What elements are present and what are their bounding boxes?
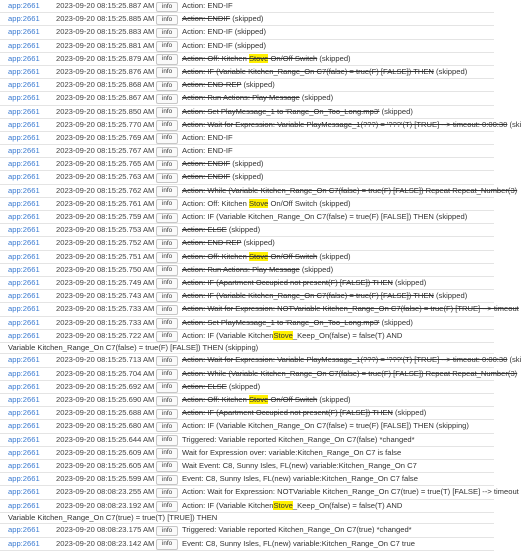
log-message <box>182 40 266 52</box>
log-row <box>0 0 494 13</box>
log-row <box>0 79 494 92</box>
log-level-badge: info <box>156 213 178 224</box>
app-source-link[interactable]: app:2661 <box>8 159 40 169</box>
message-text: Action: IF (Variable Kitchen <box>182 330 274 340</box>
log-message <box>182 13 263 25</box>
log-row <box>0 185 518 198</box>
log-level-badge: info <box>156 120 178 131</box>
log-message <box>182 119 521 131</box>
message-text: Action: While (Variable Kitchen_Range_On C7(false) = true(F) [FALSE]) Repeat Repeat_Number(3) <box>182 368 518 378</box>
log-row <box>0 303 519 316</box>
message-text: (skipped) <box>226 225 261 235</box>
log-timestamp: 2023-09-20 08:15:25.713 AM <box>56 355 155 365</box>
log-level-badge: info <box>156 305 178 316</box>
log-row <box>0 538 494 551</box>
log-row <box>0 447 494 460</box>
log-level-badge: info <box>156 107 178 118</box>
highlighted-term: Stove <box>248 198 269 208</box>
log-timestamp: 2023-09-20 08:15:25.743 AM <box>56 291 155 301</box>
log-message <box>182 106 413 118</box>
log-timestamp: 2023-09-20 08:15:25.753 AM <box>56 225 155 235</box>
app-source-link[interactable]: app:2661 <box>8 395 40 405</box>
message-text: On/Off Switch <box>268 251 318 261</box>
message-text: Variable Kitchen_Range_On C7(false) = true(F) [FALSE]) THEN (skipping) <box>8 342 259 352</box>
log-row <box>0 251 494 264</box>
log-timestamp: 2023-09-20 08:08:23.192 AM <box>56 500 155 510</box>
message-text: Action: Wait for Expression: Variable PlayMessage_1(???) = '???'(T) [TRUE] --> timeout: 0:00:30 <box>182 119 508 129</box>
log-row <box>0 434 494 447</box>
log-message <box>182 251 351 263</box>
app-source-link[interactable]: app:2661 <box>8 53 40 63</box>
message-text: Event: C8, Sunny Isles, FL(new) variable:Kitchen_Range_On C7 false <box>182 474 418 484</box>
log-level-badge: info <box>156 67 178 78</box>
log-message <box>182 330 402 342</box>
app-source-link[interactable]: app:2661 <box>8 381 40 391</box>
log-timestamp: 2023-09-20 08:15:25.605 AM <box>56 460 155 470</box>
log-level-badge: info <box>156 28 178 39</box>
message-text: Action: Wait for Expression: Variable PlayMessage_1(???) = '???'(T) [TRUE] --> timeout: 0:00:30 <box>182 355 508 365</box>
message-text: Action: Off: Kitchen <box>182 395 249 405</box>
log-timestamp: 2023-09-20 08:15:25.690 AM <box>56 395 155 405</box>
log-row <box>0 500 494 513</box>
message-text: Action: IF (Apartment Occupied not present(F) [FALSE]) THEN <box>182 277 393 287</box>
message-text: (skipped) <box>241 238 275 248</box>
app-source-link[interactable]: app:2661 <box>8 264 40 274</box>
log-timestamp: 2023-09-20 08:15:25.883 AM <box>56 27 155 37</box>
log-level-badge: info <box>156 409 178 420</box>
message-text: (skipped) <box>392 277 427 287</box>
message-text: On/Off Switch (skipped) <box>268 198 351 208</box>
log-level-badge: info <box>156 160 178 171</box>
log-timestamp: 2023-09-20 08:08:23.175 AM <box>56 525 155 535</box>
log-timestamp: 2023-09-20 08:15:25.704 AM <box>56 368 155 378</box>
log-level-badge: info <box>156 382 178 393</box>
log-timestamp: 2023-09-20 08:15:25.759 AM <box>56 212 155 221</box>
log-row <box>0 119 521 132</box>
log-level-badge: info <box>156 369 178 380</box>
app-source-link[interactable]: app:2661 <box>8 14 40 24</box>
log-timestamp: 2023-09-20 08:15:25.751 AM <box>56 251 155 261</box>
log-message <box>182 264 333 276</box>
log-row <box>0 211 494 224</box>
log-timestamp: 2023-09-20 08:15:25.752 AM <box>56 238 155 248</box>
log-message <box>182 303 519 315</box>
log-message <box>182 407 426 419</box>
log-row <box>0 145 494 158</box>
message-text: Wait Event: C8, Sunny Isles, FL(new) variable:Kitchen_Range_On C7 <box>182 460 417 470</box>
app-source-link[interactable]: app:2661 <box>8 304 40 314</box>
log-timestamp: 2023-09-20 08:08:23.255 AM <box>56 487 155 497</box>
message-text: Action: END-IF <box>182 27 233 37</box>
log-message <box>182 132 233 144</box>
log-timestamp: 2023-09-20 08:15:25.688 AM <box>56 408 155 418</box>
log-timestamp: 2023-09-20 08:15:25.769 AM <box>56 132 155 142</box>
app-source-link[interactable]: app:2661 <box>8 474 40 484</box>
message-text: (skipped) <box>230 172 264 182</box>
log-timestamp: 2023-09-20 08:15:25.770 AM <box>56 119 155 129</box>
log-message <box>182 66 467 78</box>
message-text: Action: Run Actions: Play Message <box>182 93 300 103</box>
log-level-badge: info <box>156 15 178 26</box>
log-row <box>0 524 494 537</box>
log-message <box>182 486 519 498</box>
log-timestamp: 2023-09-20 08:15:25.692 AM <box>56 381 155 391</box>
message-text: (skipped) <box>232 27 266 37</box>
log-level-badge: info <box>156 422 178 433</box>
message-text: Action: Off: Kitchen <box>182 251 249 261</box>
log-row <box>0 13 494 26</box>
log-level-badge: info <box>156 435 178 446</box>
message-text: (skipped) <box>317 395 351 405</box>
log-level-badge: info <box>156 331 178 342</box>
log-message <box>182 500 402 512</box>
log-level-badge: info <box>156 501 178 512</box>
message-text: Action: IF (Variable Kitchen_Range_On C7(false) = true(F) [FALSE]) THEN (skipping) <box>182 421 469 431</box>
highlighted-term: Stove <box>248 53 269 63</box>
log-level-badge: info <box>156 356 178 367</box>
log-row <box>0 198 494 211</box>
log-level-badge: info <box>156 94 178 105</box>
app-source-link[interactable]: app:2661 <box>8 1 40 10</box>
log-message <box>8 343 258 354</box>
message-text: Wait for Expression over: variable:Kitchen_Range_On C7 is false <box>182 447 402 457</box>
log-timestamp: 2023-09-20 08:15:25.722 AM <box>56 330 155 340</box>
message-text: (skipped) <box>299 264 334 274</box>
app-source-link[interactable]: app:2661 <box>8 487 40 497</box>
log-level-badge: info <box>156 199 178 210</box>
log-message <box>182 473 418 485</box>
app-source-link[interactable]: app:2661 <box>8 460 40 470</box>
message-text: Action: ENDIF <box>182 159 231 169</box>
app-source-link[interactable]: app:2661 <box>8 434 40 444</box>
log-level-badge: info <box>156 173 178 184</box>
log-message <box>182 0 233 12</box>
log-message <box>182 92 333 104</box>
app-source-link[interactable]: app:2661 <box>8 500 40 510</box>
message-text: (skipped) <box>232 40 266 50</box>
log-level-badge: info <box>156 81 178 92</box>
message-text: _Keep_On(false) = false(T) AND <box>292 330 403 340</box>
message-text: Action: IF (Variable Kitchen_Range_On C7(false) = true(F) [FALSE]) THEN <box>182 66 434 76</box>
highlighted-term: Stove <box>273 330 293 340</box>
message-text: Triggered: Variable reported Kitchen_Range_On C7(false) *changed* <box>182 434 415 444</box>
log-row <box>0 330 494 343</box>
log-message <box>8 513 217 524</box>
message-text: Event: C8, Sunny Isles, FL(new) variable:Kitchen_Range_On C7 true <box>182 538 415 548</box>
log-level-badge: info <box>156 54 178 65</box>
app-source-link[interactable]: app:2661 <box>8 330 40 340</box>
log-message <box>182 434 415 446</box>
app-source-link[interactable]: app:2661 <box>8 277 40 287</box>
message-text: (skipped) <box>226 381 261 391</box>
log-timestamp: 2023-09-20 08:15:25.850 AM <box>56 106 155 116</box>
log-timestamp: 2023-09-20 08:15:25.767 AM <box>56 146 155 156</box>
log-message <box>182 26 266 38</box>
log-row <box>0 26 494 39</box>
message-text: (skipped) <box>241 80 275 90</box>
log-timestamp: 2023-09-20 08:15:25.881 AM <box>56 40 155 50</box>
message-text: Action: ELSE <box>182 225 227 235</box>
log-timestamp: 2023-09-20 08:15:25.680 AM <box>56 421 155 431</box>
app-source-link[interactable]: app:2661 <box>8 146 40 156</box>
log-level-badge: info <box>156 396 178 407</box>
log-level-badge: info <box>156 265 178 276</box>
message-text: _Keep_On(false) = false(T) AND <box>292 500 403 510</box>
log-message <box>182 171 263 183</box>
log-timestamp: 2023-09-20 08:15:25.876 AM <box>56 66 155 76</box>
log-row <box>0 53 494 66</box>
log-row <box>0 290 494 303</box>
log-timestamp: 2023-09-20 08:15:25.887 AM <box>56 1 155 10</box>
log-timestamp: 2023-09-20 08:15:25.868 AM <box>56 80 155 90</box>
log-message <box>182 158 263 170</box>
message-text: On/Off Switch <box>268 53 318 63</box>
log-row-continuation <box>0 513 494 525</box>
log-level-badge: info <box>156 147 178 158</box>
message-text: Action: IF (Apartment Occupied not present(F) [FALSE]) THEN <box>182 408 393 418</box>
app-source-link[interactable]: app:2661 <box>8 291 40 301</box>
highlighted-term: Stove <box>248 395 269 405</box>
log-message <box>182 224 260 236</box>
log-row <box>0 92 494 105</box>
message-text: Action: IF (Variable Kitchen_Range_On C7(false) = true(F) [FALSE]) THEN <box>182 291 434 301</box>
log-row <box>0 420 494 433</box>
log-timestamp: 2023-09-20 08:15:25.599 AM <box>56 474 155 484</box>
log-message <box>182 394 351 406</box>
log-message <box>182 354 521 366</box>
log-row <box>0 106 494 119</box>
app-source-link[interactable]: app:2661 <box>8 355 40 365</box>
message-text: (ski <box>507 355 521 365</box>
log-timestamp: 2023-09-20 08:15:25.765 AM <box>56 159 155 169</box>
app-source-link[interactable]: app:2661 <box>8 93 40 103</box>
app-source-link[interactable]: app:2661 <box>8 225 40 235</box>
log-level-badge: info <box>156 448 178 459</box>
log-level-badge: info <box>156 186 178 197</box>
message-text: (ski <box>507 119 521 129</box>
message-text: On/Off Switch <box>268 395 318 405</box>
log-timestamp: 2023-09-20 08:15:25.750 AM <box>56 264 155 274</box>
log-level-badge: info <box>156 41 178 52</box>
log-timestamp: 2023-09-20 08:15:25.762 AM <box>56 185 155 195</box>
log-message <box>182 381 260 393</box>
app-source-link[interactable]: app:2661 <box>8 185 40 195</box>
log-message <box>182 538 415 550</box>
log-timestamp: 2023-09-20 08:15:25.885 AM <box>56 14 155 24</box>
message-text: Action: ENDIF <box>182 14 231 24</box>
highlighted-term: Stove <box>248 251 269 261</box>
message-text: (skipped) <box>317 53 351 63</box>
log-level-badge: info <box>156 475 178 486</box>
log-level-badge: info <box>156 2 178 13</box>
message-text: Action: END-IF <box>182 132 233 142</box>
app-source-link[interactable]: app:2661 <box>8 27 40 37</box>
message-text: Action: Wait for Expression: NOTVariable Kitchen_Range_On C7(false) = true(F) [TRUE] --> timeout <box>182 304 519 314</box>
log-level-badge: info <box>156 461 178 472</box>
app-source-link[interactable]: app:2661 <box>8 251 40 261</box>
log-timestamp: 2023-09-20 08:15:25.761 AM <box>56 198 155 208</box>
log-message <box>182 524 412 536</box>
log-row <box>0 317 494 330</box>
log-level-badge: info <box>156 239 178 250</box>
message-text: Action: Set PlayMessage_1 to 'Range_On_Too_Long.mp3' <box>182 106 380 116</box>
app-source-link[interactable]: app:2661 <box>8 198 40 208</box>
log-level-badge: info <box>156 318 178 329</box>
message-text: Action: END-IF <box>182 40 233 50</box>
log-level-badge: info <box>156 278 178 289</box>
message-text: (skipped) <box>433 66 468 76</box>
log-row <box>0 407 494 420</box>
message-text: Action: Wait for Expression: NOTVariable Kitchen_Range_On C7(true) = true(T) [FALSE] --> timeout <box>182 487 519 497</box>
app-source-link[interactable]: app:2661 <box>8 238 40 248</box>
message-text: (skipped) <box>433 291 468 301</box>
log-level-badge: info <box>156 252 178 263</box>
message-text: Action: Off: Kitchen <box>182 53 249 63</box>
message-text: Action: Set PlayMessage_1 to 'Range_On_Too_Long.mp3' <box>182 317 380 327</box>
app-source-link[interactable]: app:2661 <box>8 172 40 182</box>
log-level-badge: info <box>156 133 178 144</box>
log-timestamp: 2023-09-20 08:15:25.749 AM <box>56 277 155 287</box>
log-message <box>182 317 413 329</box>
message-text: Action: END-REP <box>182 238 242 248</box>
log-timestamp: 2023-09-20 08:15:25.644 AM <box>56 434 155 444</box>
message-text: Triggered: Variable reported Kitchen_Range_On C7(true) *changed* <box>182 525 412 535</box>
log-row <box>0 158 494 171</box>
log-level-badge: info <box>156 488 178 499</box>
app-source-link[interactable]: app:2661 <box>8 106 40 116</box>
message-text: Action: END-REP <box>182 80 242 90</box>
log-row <box>0 132 494 145</box>
message-text: Action: Run Actions: Play Message <box>182 264 300 274</box>
app-source-link[interactable]: app:2661 <box>8 132 40 142</box>
app-source-link[interactable]: app:2661 <box>8 538 40 548</box>
log-row <box>0 40 494 53</box>
app-source-link[interactable]: app:2661 <box>8 408 40 418</box>
message-text: Action: Off: Kitchen <box>182 198 249 208</box>
log-message <box>182 79 275 91</box>
message-text: Action: END-IF <box>182 1 233 10</box>
log-timestamp: 2023-09-20 08:08:23.142 AM <box>56 538 155 548</box>
log-message <box>182 420 469 432</box>
log-message <box>182 368 517 380</box>
message-text: (skipped) <box>379 106 413 116</box>
message-text: Action: ENDIF <box>182 172 231 182</box>
log-timestamp: 2023-09-20 08:15:25.733 AM <box>56 304 155 314</box>
log-row <box>0 264 494 277</box>
app-source-link[interactable]: app:2661 <box>8 119 40 129</box>
log-row <box>0 224 494 237</box>
log-row <box>0 394 494 407</box>
app-source-link[interactable]: app:2661 <box>8 212 40 221</box>
log-message <box>182 53 351 65</box>
log-timestamp: 2023-09-20 08:15:25.763 AM <box>56 172 155 182</box>
app-source-link[interactable]: app:2661 <box>8 368 40 378</box>
log-row <box>0 486 519 499</box>
message-text: (skipped) <box>379 317 413 327</box>
log-row <box>0 277 494 290</box>
log-timestamp: 2023-09-20 08:15:25.867 AM <box>56 93 155 103</box>
app-source-link[interactable]: app:2661 <box>8 40 40 50</box>
log-row <box>0 460 494 473</box>
log-message <box>182 237 275 249</box>
message-text: (skipped) <box>299 93 334 103</box>
message-text: (skipped) <box>230 14 264 24</box>
log-timestamp: 2023-09-20 08:15:25.733 AM <box>56 317 155 327</box>
log-timestamp: 2023-09-20 08:15:25.879 AM <box>56 53 155 63</box>
log-message <box>182 290 467 302</box>
log-row <box>0 66 494 79</box>
log-message <box>182 185 517 197</box>
message-text: (skipped) <box>317 251 351 261</box>
message-text: Action: While (Variable Kitchen_Range_On C7(false) = true(F) [FALSE]) Repeat Repeat_Number(3) <box>182 185 518 195</box>
log-message <box>182 460 417 472</box>
log-message <box>182 447 401 459</box>
message-text: Action: END-IF <box>182 146 233 156</box>
message-text: Action: IF (Variable Kitchen_Range_On C7(false) = true(F) [FALSE]) THEN (skipped) <box>182 212 468 221</box>
log-row <box>0 473 494 486</box>
app-source-link[interactable]: app:2661 <box>8 447 40 457</box>
message-text: Action: ELSE <box>182 381 227 391</box>
log-message <box>182 211 467 223</box>
log-level-badge: info <box>156 526 178 537</box>
log-level-badge: info <box>156 539 178 550</box>
log-message <box>182 198 351 210</box>
highlighted-term: Stove <box>273 500 293 510</box>
log-row <box>0 381 494 394</box>
app-source-link[interactable]: app:2661 <box>8 66 40 76</box>
log-message <box>182 277 426 289</box>
app-source-link[interactable]: app:2661 <box>8 80 40 90</box>
log-row <box>0 354 521 367</box>
message-text: Action: IF (Variable Kitchen <box>182 500 274 510</box>
app-source-link[interactable]: app:2661 <box>8 421 40 431</box>
app-source-link[interactable]: app:2661 <box>8 525 40 535</box>
log-row-continuation <box>0 343 494 355</box>
log-row <box>0 368 518 381</box>
log-row <box>0 171 494 184</box>
message-text: Variable Kitchen_Range_On C7(true) = true(T) [TRUE]) THEN <box>8 512 218 522</box>
log-timestamp: 2023-09-20 08:15:25.609 AM <box>56 447 155 457</box>
log-level-badge: info <box>156 292 178 303</box>
log-row <box>0 237 494 250</box>
message-text: (skipped) <box>230 159 264 169</box>
log-message <box>182 145 233 157</box>
app-source-link[interactable]: app:2661 <box>8 317 40 327</box>
log-level-badge: info <box>156 226 178 237</box>
message-text: (skipped) <box>392 408 427 418</box>
